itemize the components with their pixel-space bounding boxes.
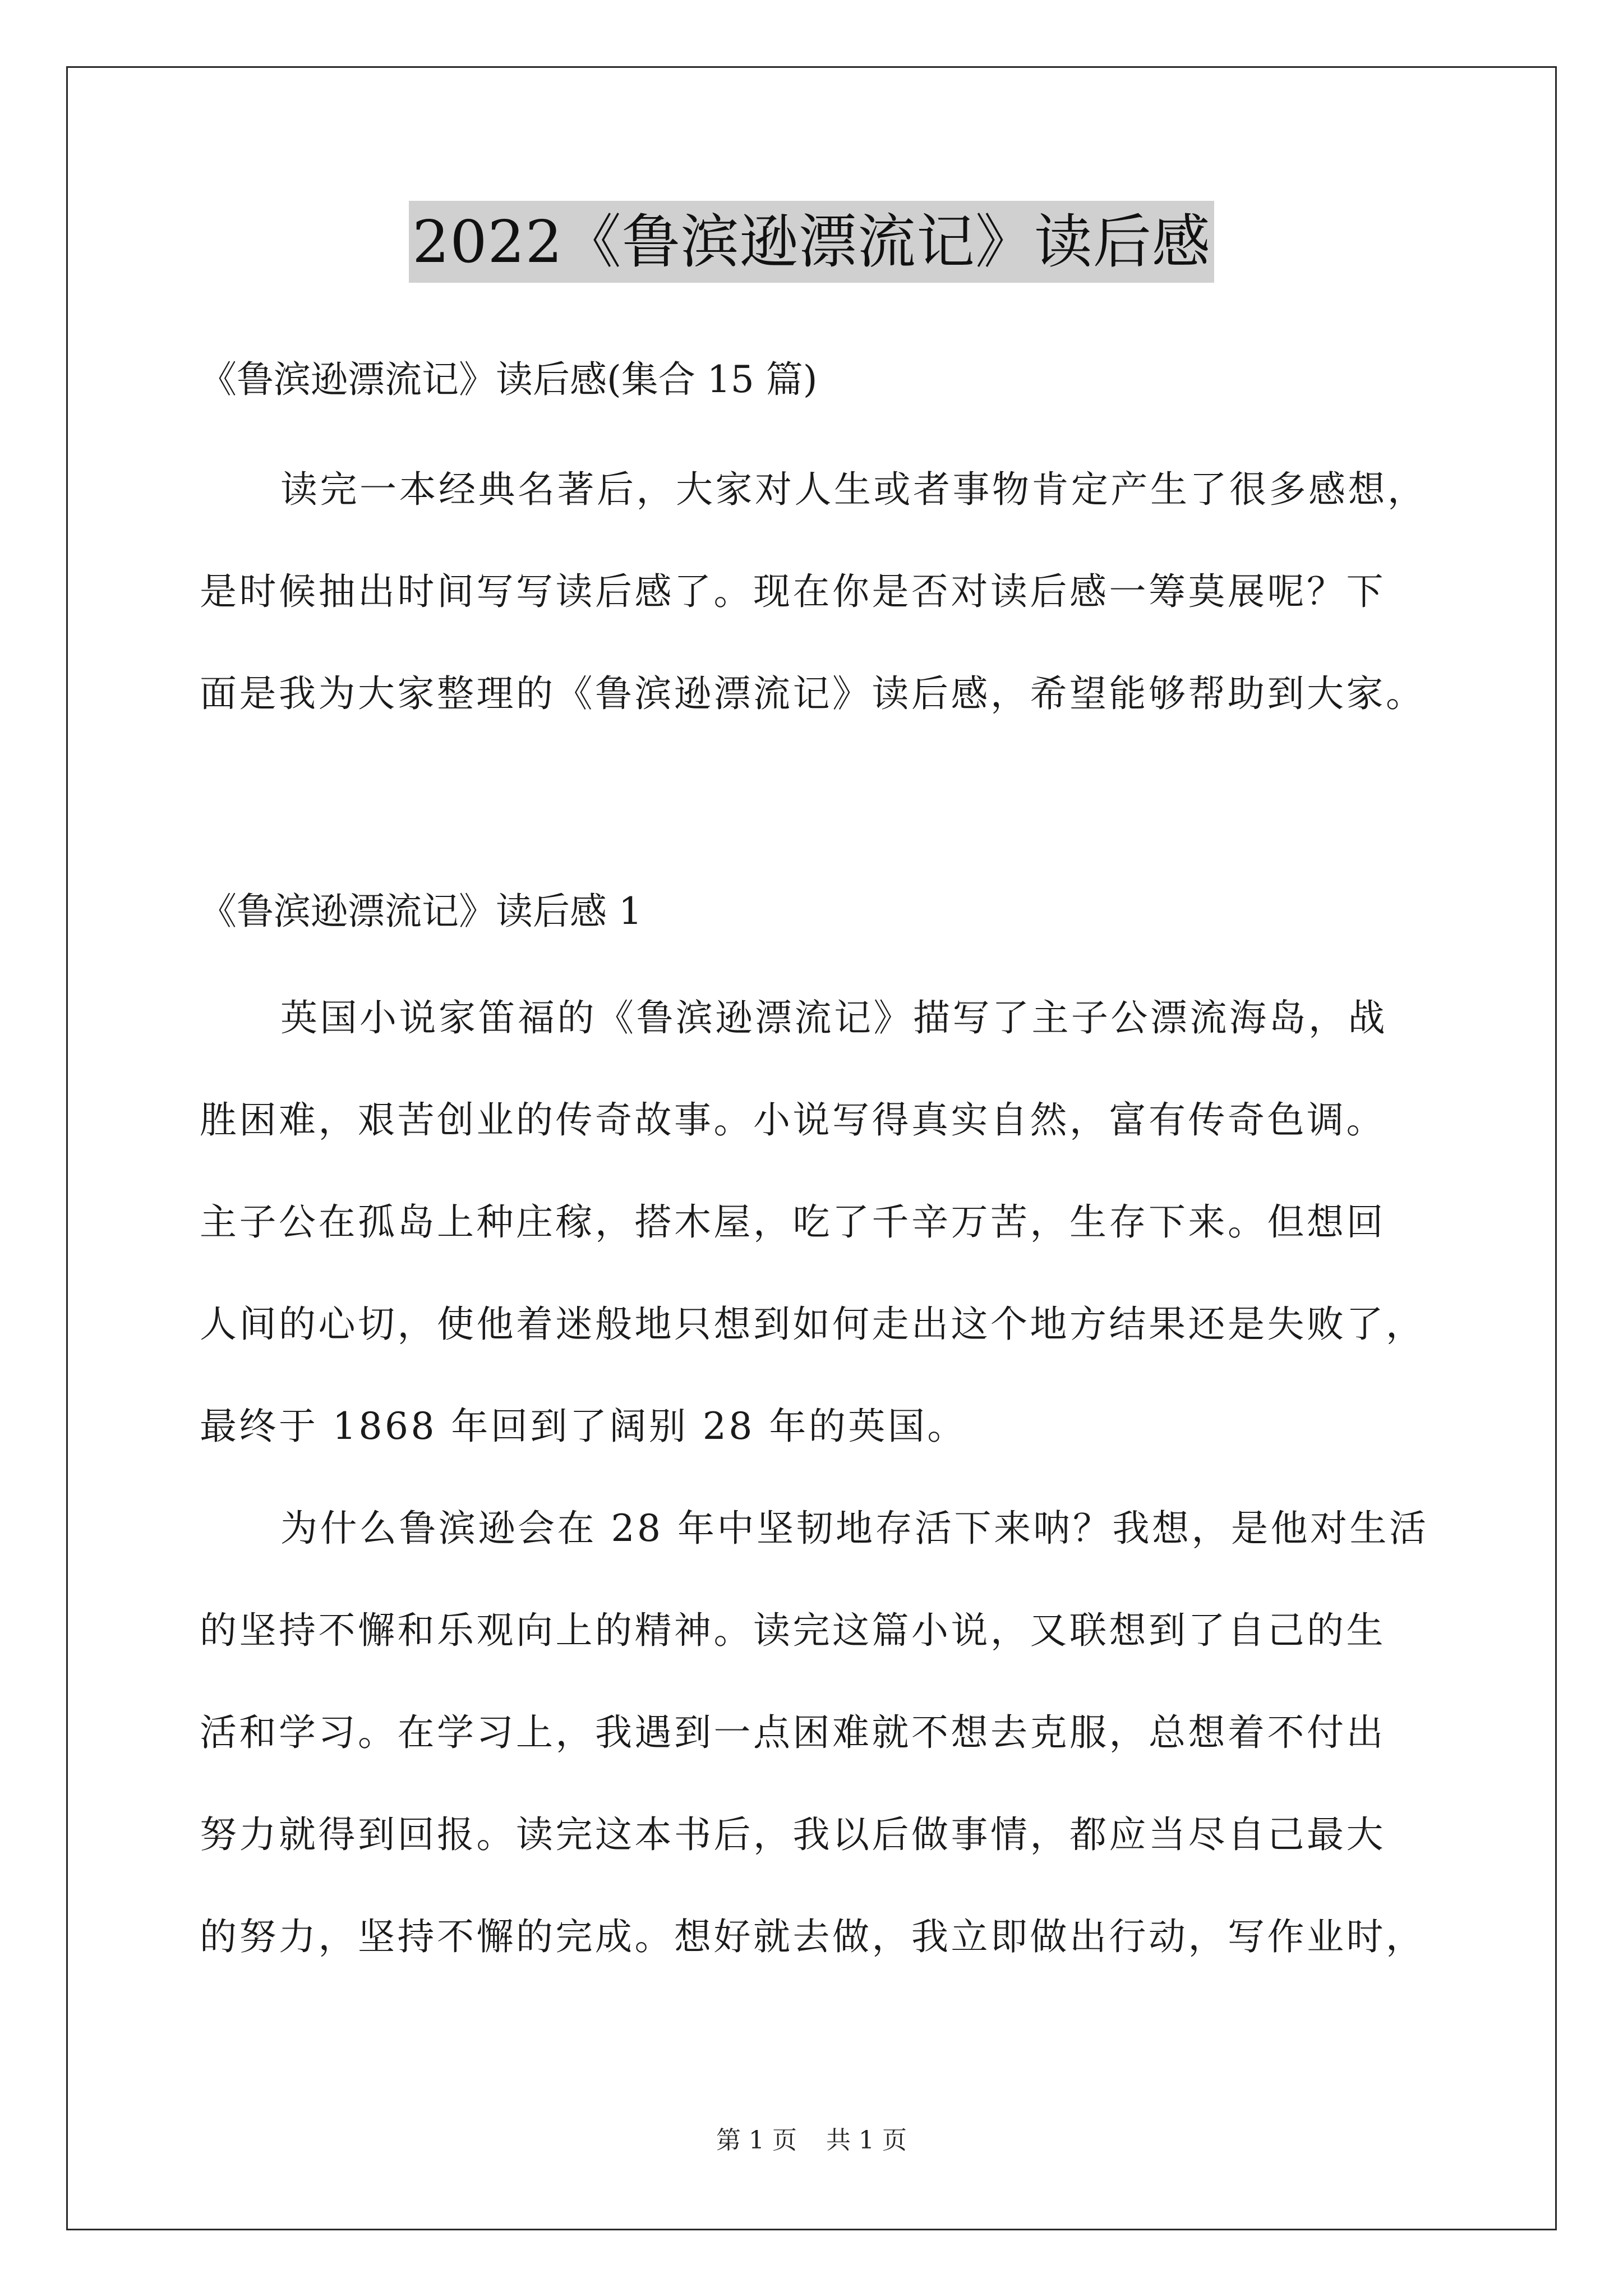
paragraph-line: 最终于 1868 年回到了阔别 28 年的英国。 bbox=[200, 1405, 967, 1448]
page-number-current: 第 1 页 bbox=[716, 2126, 797, 2155]
paragraph-line: 为什么鲁滨逊会在 28 年中坚韧地存活下来呐？我想，是他对生活 bbox=[280, 1507, 1429, 1550]
paragraph-line: 主子公在孤岛上种庄稼，搭木屋，吃了千辛万苦，生存下来。但想回 bbox=[200, 1200, 1386, 1244]
paragraph-line: 努力就得到回报。读完这本书后，我以后做事情，都应当尽自己最大 bbox=[200, 1813, 1386, 1856]
page-number-total: 共 1 页 bbox=[826, 2126, 907, 2155]
title-container bbox=[0, 201, 1623, 283]
paragraph-line: 人间的心切，使他着迷般地只想到如何走出这个地方结果还是失败了， bbox=[200, 1303, 1426, 1346]
paragraph-line: 胜困难，艰苦创业的传奇故事。小说写得真实自然，富有传奇色调。 bbox=[200, 1098, 1386, 1142]
intro-line: 是时候抽出时间写写读后感了。现在你是否对读后感一筹莫展呢？下 bbox=[200, 570, 1386, 613]
paragraph-line: 活和学习。在学习上，我遇到一点困难就不想去克服，总想着不付出 bbox=[200, 1711, 1386, 1754]
page-footer bbox=[0, 2125, 1623, 2156]
paragraph-line: 的努力，坚持不懈的完成。想好就去做，我立即做出行动，写作业时， bbox=[200, 1915, 1426, 1958]
paragraph-line: 英国小说家笛福的《鲁滨逊漂流记》描写了主子公漂流海岛，战 bbox=[280, 996, 1387, 1039]
section-heading: 《鲁滨逊漂流记》读后感 1 bbox=[200, 890, 642, 933]
document-title: 2022《鲁滨逊漂流记》读后感 bbox=[409, 201, 1214, 283]
intro-line: 面是我为大家整理的《鲁滨逊漂流记》读后感，希望能够帮助到大家。 bbox=[200, 672, 1426, 715]
intro-line: 读完一本经典名著后，大家对人生或者事物肯定产生了很多感想， bbox=[280, 468, 1427, 511]
document-subtitle: 《鲁滨逊漂流记》读后感(集合 15 篇) bbox=[200, 358, 818, 401]
paragraph-line: 的坚持不懈和乐观向上的精神。读完这篇小说，又联想到了自己的生 bbox=[200, 1609, 1386, 1652]
